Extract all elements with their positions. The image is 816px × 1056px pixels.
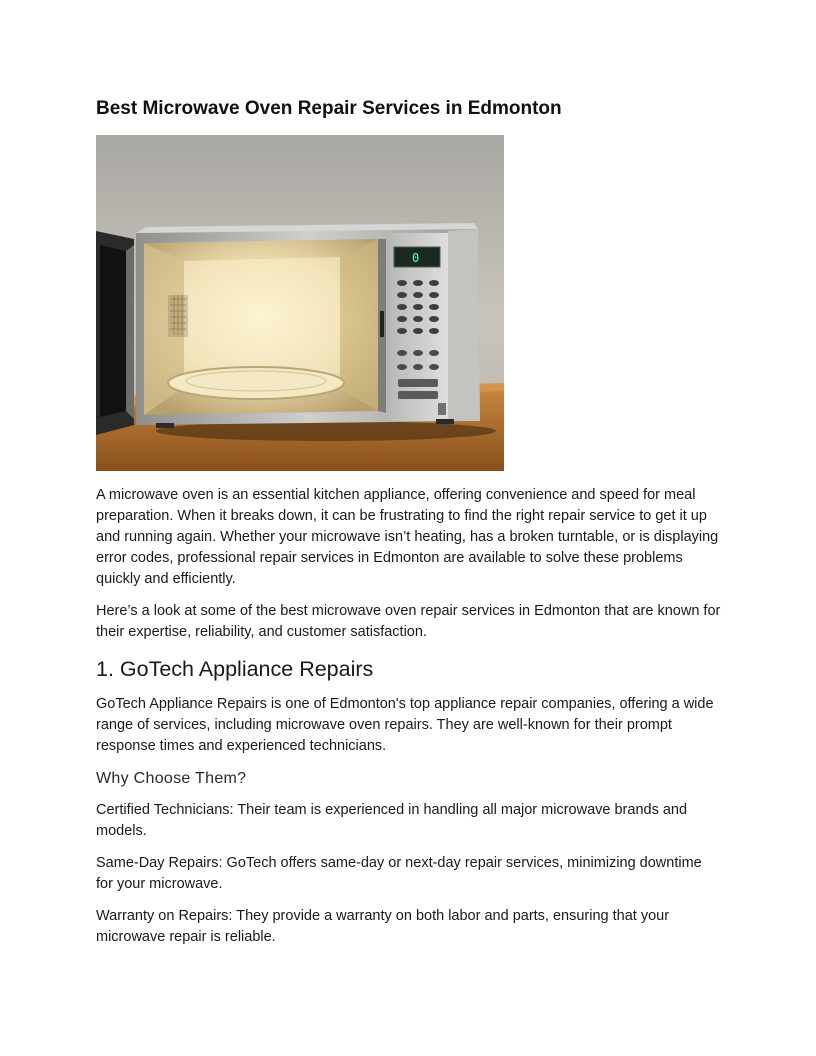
display-readout: 0 bbox=[412, 251, 420, 265]
intro-paragraph-2: Here’s a look at some of the best microwave oven repair services in Edmonton that are known for their expertise, reliability, and customer satisfaction. bbox=[96, 603, 721, 640]
section-description: GoTech Appliance Repairs is one of Edmonton's top appliance repair companies, offering a wide range of services, including microwave oven repairs. They are well-known for their prompt response times and experienced technicians. bbox=[96, 696, 714, 754]
section-subheading: Why Choose Them? bbox=[96, 770, 247, 787]
benefit-point-1: Certified Technicians: Their team is experienced in handling all major microwave brands and models. bbox=[96, 802, 688, 839]
intro-paragraph-1: A microwave oven is an essential kitchen appliance, offering convenience and speed for meal preparation. When it breaks down, it can be frustrating to find the right repair service to get it up and running again. Whether your microwave isn’t heating, has a broken turntable, or is displaying error codes, professional repair services in Edmonton are available to solve these problems quickly and efficiently. bbox=[96, 487, 719, 587]
microwave-oven-photo bbox=[96, 135, 504, 471]
document-title: Best Microwave Oven Repair Services in Edmonton bbox=[96, 98, 562, 119]
document-page bbox=[96, 96, 722, 959]
benefit-point-2: Same-Day Repairs: GoTech offers same-day or next-day repair services, minimizing downtime for your microwave. bbox=[96, 855, 702, 892]
section-heading-gotech: 1. GoTech Appliance Repairs bbox=[96, 657, 374, 681]
benefit-point-3: Warranty on Repairs: They provide a warranty on both labor and parts, ensuring that your microwave repair is reliable. bbox=[96, 908, 670, 945]
